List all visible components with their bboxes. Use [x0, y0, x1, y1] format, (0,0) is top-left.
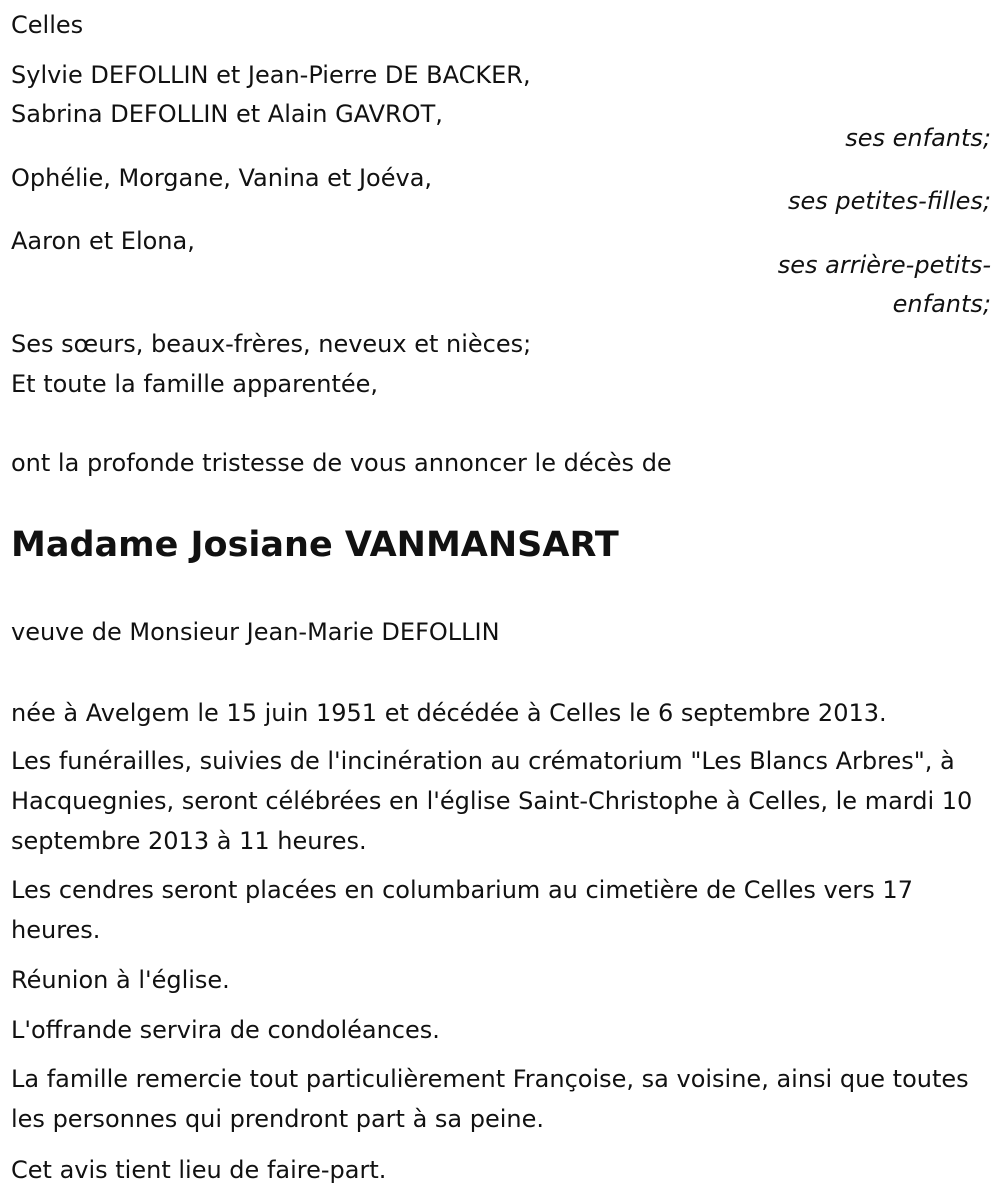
- thanks-paragraph: La famille remercie tout particulièrement Françoise, sa voisine, ainsi que toutes les personnes qui prendront part à sa peine.: [11, 1065, 969, 1133]
- offering-paragraph: L'offrande servira de condoléances.: [11, 1016, 440, 1044]
- great-grandchildren-line: Aaron et Elona,: [11, 227, 195, 255]
- great-grandchildren-label-line-1: ses arrière-petits-: [777, 251, 991, 279]
- place-header: Celles: [11, 11, 84, 39]
- ashes-paragraph: Les cendres seront placées en columbarium au cimetière de Celles vers 17 heures.: [11, 876, 913, 944]
- great-grandchildren-label-line-2: enfants;: [892, 290, 991, 318]
- children-label: ses enfants;: [845, 124, 991, 152]
- widow-of-line: veuve de Monsieur Jean-Marie DEFOLLIN: [11, 618, 500, 646]
- deceased-name: Madame Josiane VANMANSART: [11, 525, 619, 565]
- granddaughters-line: Ophélie, Morgane, Vanina et Joéva,: [11, 164, 433, 192]
- announcement-intro: ont la profonde tristesse de vous annoncer le décès de: [11, 449, 672, 477]
- siblings-line: Ses sœurs, beaux-frères, neveux et nièces;: [11, 330, 532, 358]
- children-line-2: Sabrina DEFOLLIN et Alain GAVROT,: [11, 100, 443, 128]
- children-line-1: Sylvie DEFOLLIN et Jean-Pierre DE BACKER,: [11, 61, 531, 89]
- gathering-paragraph: Réunion à l'église.: [11, 966, 230, 994]
- extended-family-line: Et toute la famille apparentée,: [11, 370, 379, 398]
- funeral-paragraph: Les funérailles, suivies de l'incinération au crématorium "Les Blancs Arbres", à Hacquegnies, seront célébrées en l'église Saint-Christophe à Celles, le mardi 10 septembre 2013 à 11 heures.: [11, 747, 973, 855]
- birth-death-paragraph: née à Avelgem le 15 juin 1951 et décédée à Celles le 6 septembre 2013.: [11, 699, 887, 727]
- notice-paragraph: Cet avis tient lieu de faire-part.: [11, 1156, 387, 1184]
- granddaughters-label: ses petites-filles;: [787, 187, 991, 215]
